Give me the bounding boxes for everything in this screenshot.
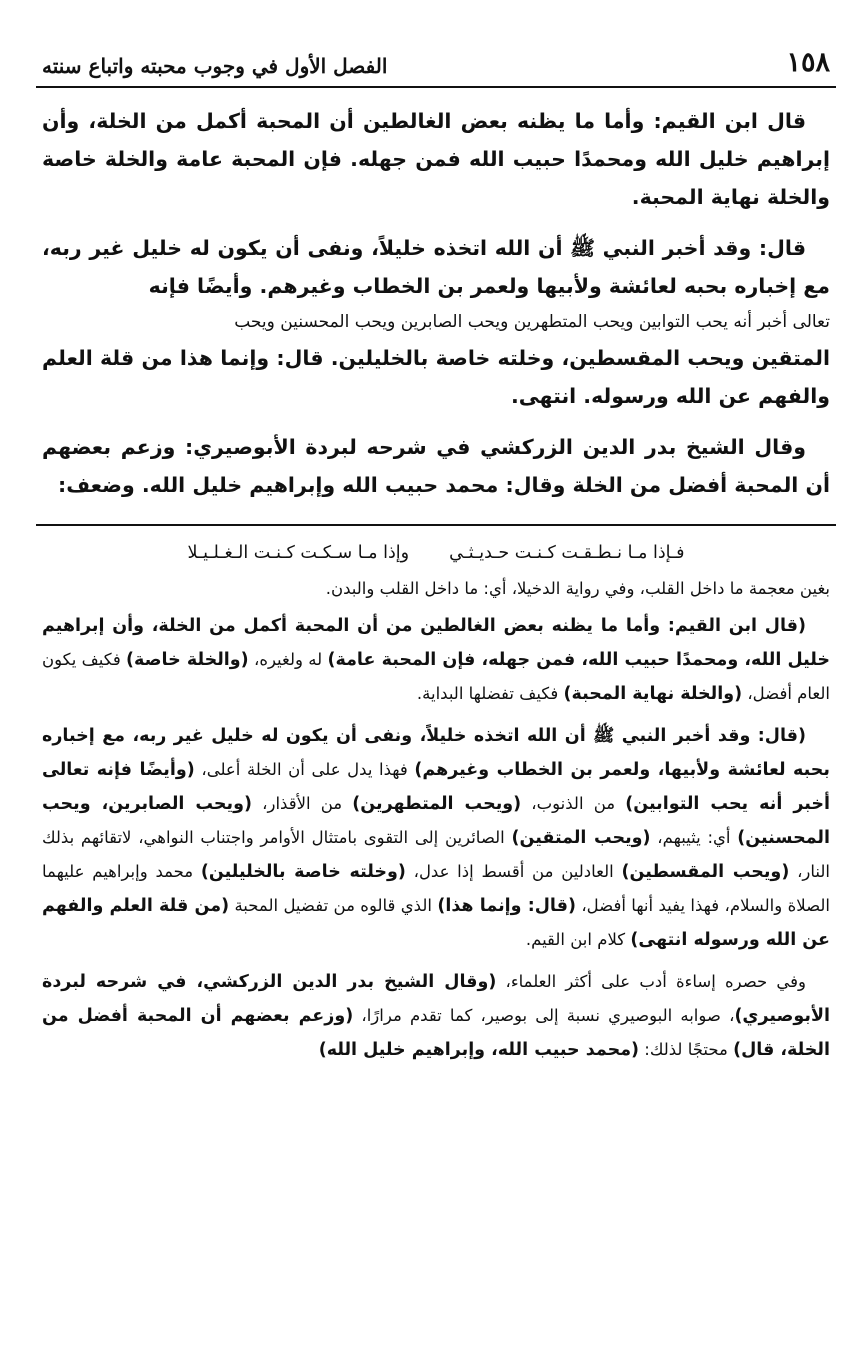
gloss: العادلين من أقسط إذا عدل، (405, 862, 622, 881)
main-paragraph-3: وقال الشيخ بدر الدين الزركشي في شرحه لبردة الأبوصيري: وزعم بعضهم أن المحبة أفضل من الخلة وقال: محمد حبيب الله وإبراهيم خليل الله. وضعف: (42, 435, 830, 497)
gloss: من الذنوب، (521, 794, 626, 813)
commentary-paragraph-3 (42, 965, 830, 1067)
gloss: كلام ابن القيم. (525, 930, 631, 949)
gloss: الذي قالوه من تفضيل المحبة (229, 896, 438, 915)
gloss: ، صوابه البوصيري نسبة إلى بوصير، كما تقدم مرارًا، (353, 1006, 735, 1025)
page-number: ١٥٨ (786, 47, 830, 78)
quote: (ويحب المقسطين) (621, 862, 790, 882)
gloss: أي: يثيبهم، (650, 828, 738, 847)
gloss: محمد وإبراهيم عليهما الصلاة والسلام، فهذا يفيد أنها أفضل، (42, 862, 830, 915)
gloss: فكيف يكون العام أفضل، (42, 650, 830, 703)
quote: (ويحب المتطهرين) (352, 794, 522, 814)
main-text (36, 88, 836, 504)
gloss: الصائرين إلى التقوى بامتثال الأوامر واجتناب النواهي، لاتقائهم بذلك النار، (42, 828, 830, 881)
quote: (قال: وإنما هذا) (437, 896, 576, 916)
quote: (قال: وقد أخبر النبي ﷺ أن الله اتخذه خليلاً، ونفى أن يكون له خليل غير ربه، مع إخباره بحبه لعائشة ولأبيها، ولعمر بن الخطاب وغيرهم) (42, 726, 830, 780)
quote: (وخلته خاصة بالخليلين) (200, 862, 406, 882)
quote: (من قلة العلم والفهم عن الله ورسوله انتهى) (42, 896, 830, 950)
commentary-paragraph-2 (42, 719, 830, 957)
quote: (ويحب المتقين) (511, 828, 651, 848)
quote: (والخلة نهاية المحبة) (563, 684, 743, 704)
page-header (36, 30, 836, 76)
commentary (36, 526, 836, 1067)
gloss: له ولغيره، (248, 650, 328, 669)
quote: (محمد حبيب الله، وإبراهيم خليل الله) (318, 1040, 640, 1060)
commentary-paragraph-1 (42, 609, 830, 711)
poem-note: بغين معجمة ما داخل القلب، وفي رواية الدخيلا، أي: ما داخل القلب والبدن. (325, 579, 830, 598)
main-paragraph-2-small-line: تعالى أخبر أنه يحب التوابين ويحب المتطهرين ويحب الصابرين ويحب المحسنين ويحب (234, 312, 830, 332)
poem-hemistich-1: فـإذا مـا نـطـقـت كـنـت حـديـثـي (449, 543, 685, 563)
gloss: فهذا يدل على أن الخلة أعلى، (194, 760, 415, 779)
gloss: فكيف تفضلها البداية. (416, 684, 564, 703)
quote: (وزعم بعضهم أن المحبة أفضل من الخلة، قال) (42, 1006, 830, 1060)
main-paragraph-2: قال: وقد أخبر النبي ﷺ أن الله اتخذه خليلاً، ونفى أن يكون له خليل غير ربه، مع إخباره بحبه لعائشة ولأبيها ولعمر بن الخطاب وغيرهم. وأيضًا فإنه (42, 236, 830, 298)
quote: (ويحب الصابرين، ويحب المحسنين) (42, 794, 831, 848)
quote: (قال ابن القيم: وأما ما يظنه بعض الغالطين من أن المحبة أكمل من الخلة، وأن إبراهيم خليل الله، ومحمدًا حبيب الله، فمن جهله، فإن المحبة عامة) (42, 616, 830, 670)
gloss: محتجًا لذلك: (639, 1040, 734, 1059)
quote: (وقال الشيخ بدر الدين الزركشي، في شرحه لبردة الأبوصيري) (42, 972, 830, 1026)
running-title: الفصل الأول في وجوب محبته واتباع سنته (42, 54, 388, 78)
main-paragraph-2-end: المتقين ويحب المقسطين، وخلته خاصة بالخليلين. قال: وإنما هذا من قلة العلم والفهم عن الله ورسوله. انتهى. (42, 346, 830, 408)
gloss: من الأقذار، (252, 794, 353, 813)
gloss: وفي حصره إساءة أدب على أكثر العلماء، (496, 972, 807, 991)
quote: (وأيضًا فإنه تعالى أخبر أنه يحب التوابين) (42, 760, 830, 814)
poem-hemistich-2: وإذا مـا سـكـت كـنـت الـغـلـيـلا (187, 543, 410, 563)
quote: (والخلة خاصة) (126, 650, 249, 670)
book-page (36, 30, 836, 1075)
main-paragraph-1: قال ابن القيم: وأما ما يظنه بعض الغالطين أن المحبة أكمل من الخلة، وأن إبراهيم خليل الله ومحمدًا حبيب الله فمن جهله. فإن المحبة عامة والخلة خاصة والخلة نهاية المحبة. (42, 109, 830, 209)
poem-verse (42, 538, 830, 568)
